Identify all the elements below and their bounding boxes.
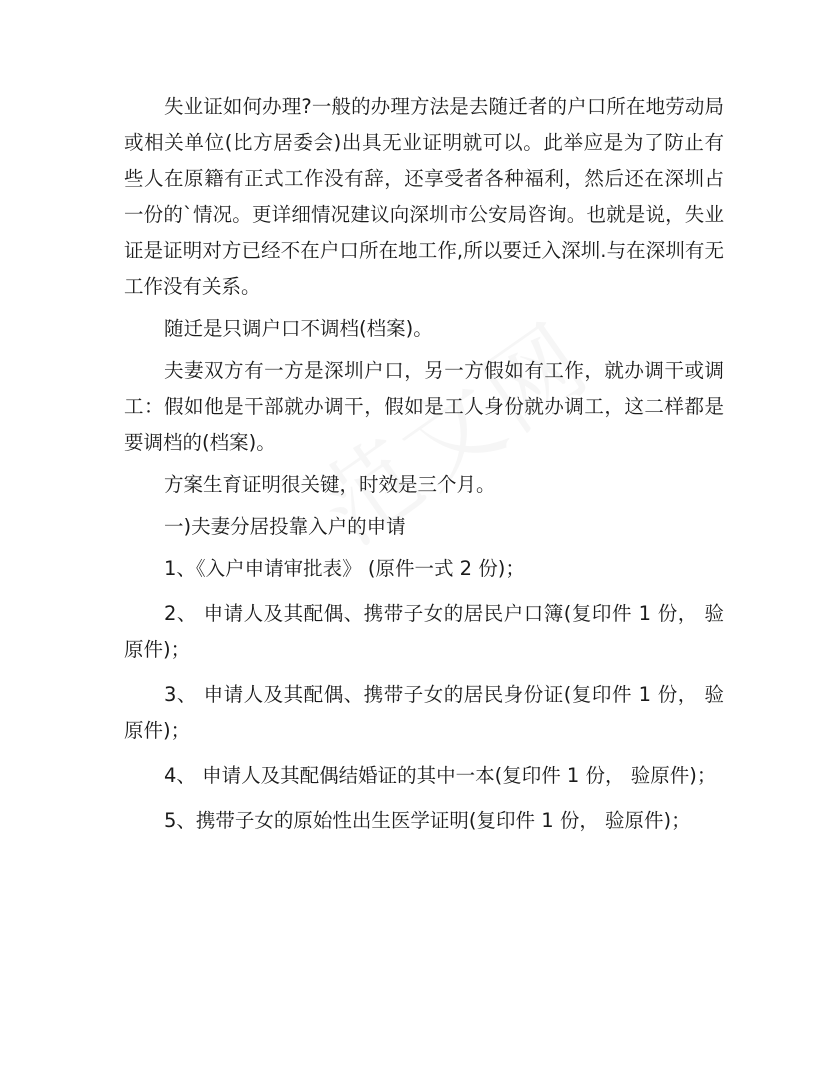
paragraph-birth-certificate-validity: 方案生育证明很关键，时效是三个月。: [164, 473, 496, 496]
paragraph-household-only: 随迁是只调户口不调档(档案)。: [164, 317, 433, 340]
paragraph-spouse-transfer: 夫妻双方有一方是深圳户口，另一方假如有工作，就办调干或调工：假如他是干部就办调干，假如是工人身份就办调工，这二样都是要调档的(档案)。: [124, 359, 724, 454]
paragraph-unemployment-certificate: 失业证如何办理?一般的办理方法是去随迁者的户口所在地劳动局或相关单位(比方居委会)出具无业证明就可以。此举应是为了防止有些人在原籍有正式工作没有辞，还享受者各种福利，然后还在深圳占一份的`情况。更详细情况建议向深圳市公安局咨询。也就是说，失业证是证明对方已经不在户口所在地工作,所以要迁入深圳.与在深圳有无工作没有关系。: [124, 95, 724, 298]
list-item-2: 2、 申请人及其配偶、携带子女的居民户口簿(复印件 1 份， 验原件)；: [124, 602, 724, 661]
list-item-5: 5、携带子女的原始性出生医学证明(复印件 1 份， 验原件)；: [164, 809, 691, 832]
list-item-1: 1、《入户申请审批表》 (原件一式 2 份)；: [164, 557, 525, 580]
list-item-4: 4、 申请人及其配偶结婚证的其中一本(复印件 1 份， 验原件)；: [164, 764, 717, 787]
document-body: [124, 89, 724, 839]
section-heading-spouse-application: 一)夫妻分居投靠入户的申请: [164, 515, 406, 538]
list-item-3: 3、 申请人及其配偶、携带子女的居民身份证(复印件 1 份， 验原件)；: [124, 683, 724, 742]
